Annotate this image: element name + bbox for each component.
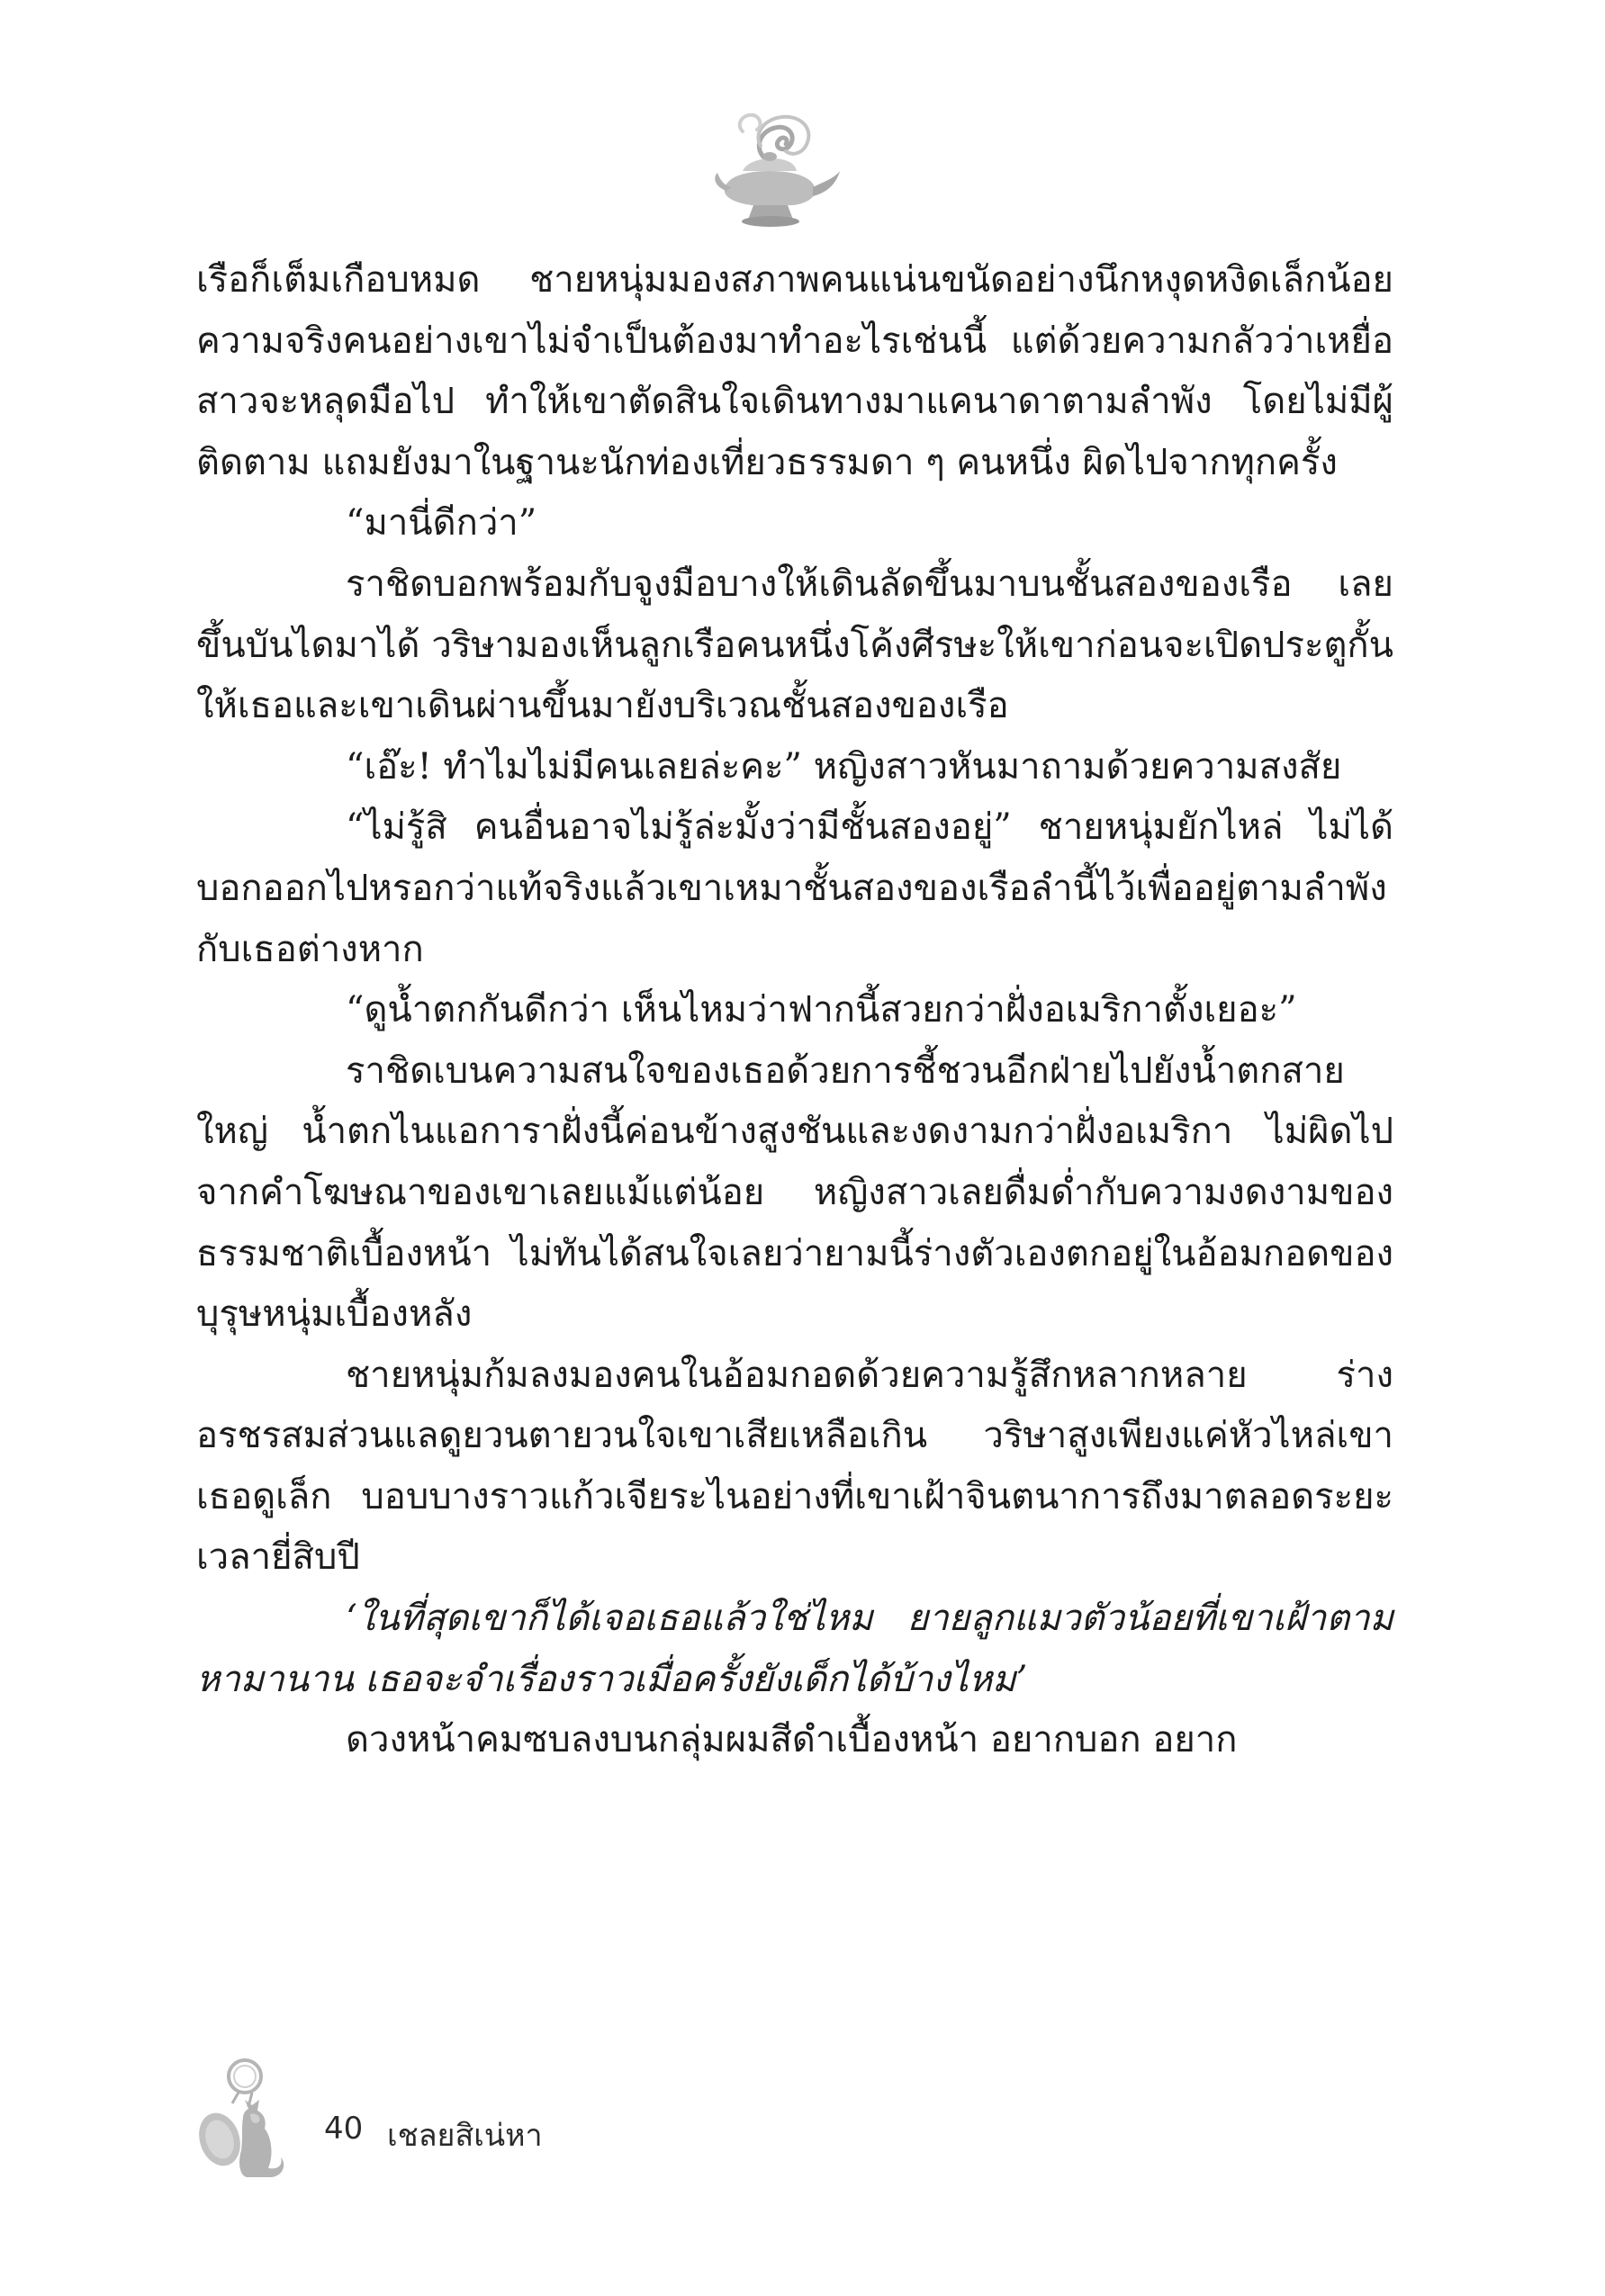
body-text (196, 250, 1393, 1771)
page-footer (189, 2057, 639, 2183)
paragraph: ชายหนุ่มก้มลงมองคนในอ้อมกอดด้วยความรู้สึกหลากหลาย ร่างอรชรสมส่วนแลดูยวนตายวนใจเขาเสียเหลือเกิน วริษาสูงเพียงแค่หัวไหล่เขา เธอดูเล็ก บอบบางราวแก้วเจียระไนอย่างที่เขาเฝ้าจินตนาการถึงมาตลอดระยะเวลายี่สิบปี (196, 1354, 1393, 1579)
page-number: 40 (324, 2111, 364, 2147)
dialogue-line: “มานี่ดีกว่า” (346, 502, 537, 545)
book-title: เชลยสิเน่หา (387, 2118, 543, 2154)
dialogue-line: “เอ๊ะ! ทำไมไม่มีคนเลยล่ะคะ” หญิงสาวหันมาถามด้วยความสงสัย (346, 745, 1342, 788)
cat-keychain-icon (189, 2057, 324, 2183)
paragraph: ราชิดเบนความสนใจของเธอด้วยการชี้ชวนอีกฝ่ายไปยังน้ำตกสายใหญ่ น้ำตกไนแอการาฝั่งนี้ค่อนข้างสูงชันและงดงามกว่าฝั่งอเมริกา ไม่ผิดไปจากคำโฆษณาของเขาเลยแม้แต่น้อย หญิงสาวเลยดื่มด่ำกับความงดงามของธรรมชาติเบื้องหน้า ไม่ทันได้สนใจเลยว่ายามนี้ร่างตัวเองตกอยู่ในอ้อมกอดของบุรุษหนุ่มเบื้องหลัง (196, 1049, 1393, 1336)
dialogue-line: “ดูน้ำตกกันดีกว่า เห็นไหมว่าฟากนี้สวยกว่าฝั่งอเมริกาตั้งเยอะ” (346, 989, 1297, 1031)
inner-thought: ‘ในที่สุดเขาก็ได้เจอเธอแล้วใช่ไหม ยายลูกแมวตัวน้อยที่เขาเฝ้าตามหามานาน เธอจะจำเรื่องราวเมื่อครั้งยังเด็กได้บ้างไหม’ (196, 1598, 1393, 1700)
paragraph: ราชิดบอกพร้อมกับจูงมือบางให้เดินลัดขึ้นมาบนชั้นสองของเรือ เลยขึ้นบันไดมาได้ วริษามองเห็นลูกเรือคนหนึ่งโค้งศีรษะให้เขาก่อนจะเปิดประตูกั้นให้เธอและเขาเดินผ่านขึ้นมายังบริเวณชั้นสองของเรือ (196, 563, 1393, 727)
paragraph: เรือก็เต็มเกือบหมด ชายหนุ่มมองสภาพคนแน่นขนัดอย่างนึกหงุดหงิดเล็กน้อย ความจริงคนอย่างเขาไม่จำเป็นต้องมาทำอะไรเช่นนี้ แต่ด้วยความกลัวว่าเหยื่อสาวจะหลุดมือไป ทำให้เขาตัดสินใจเดินทางมาแคนาดาตามลำพัง โดยไม่มีผู้ติดตาม แถมยังมาในฐานะนักท่องเที่ยวธรรมดา ๆ คนหนึ่ง ผิดไปจากทุกครั้ง (196, 259, 1393, 483)
paragraph: ดวงหน้าคมซบลงบนกลุ่มผมสีดำเบื้องหน้า อยากบอก อยาก (346, 1719, 1238, 1761)
dialogue-line: “ไม่รู้สิ คนอื่นอาจไม่รู้ล่ะมั้งว่ามีชั้นสองอยู่” ชายหนุ่มยักไหล่ ไม่ได้บอกออกไปหรอกว่าแท้จริงแล้วเขาเหมาชั้นสองของเรือลำนี้ไว้เพื่ออยู่ตามลำพังกับเธอต่างหาก (196, 806, 1393, 970)
magic-lamp-icon (707, 106, 842, 232)
